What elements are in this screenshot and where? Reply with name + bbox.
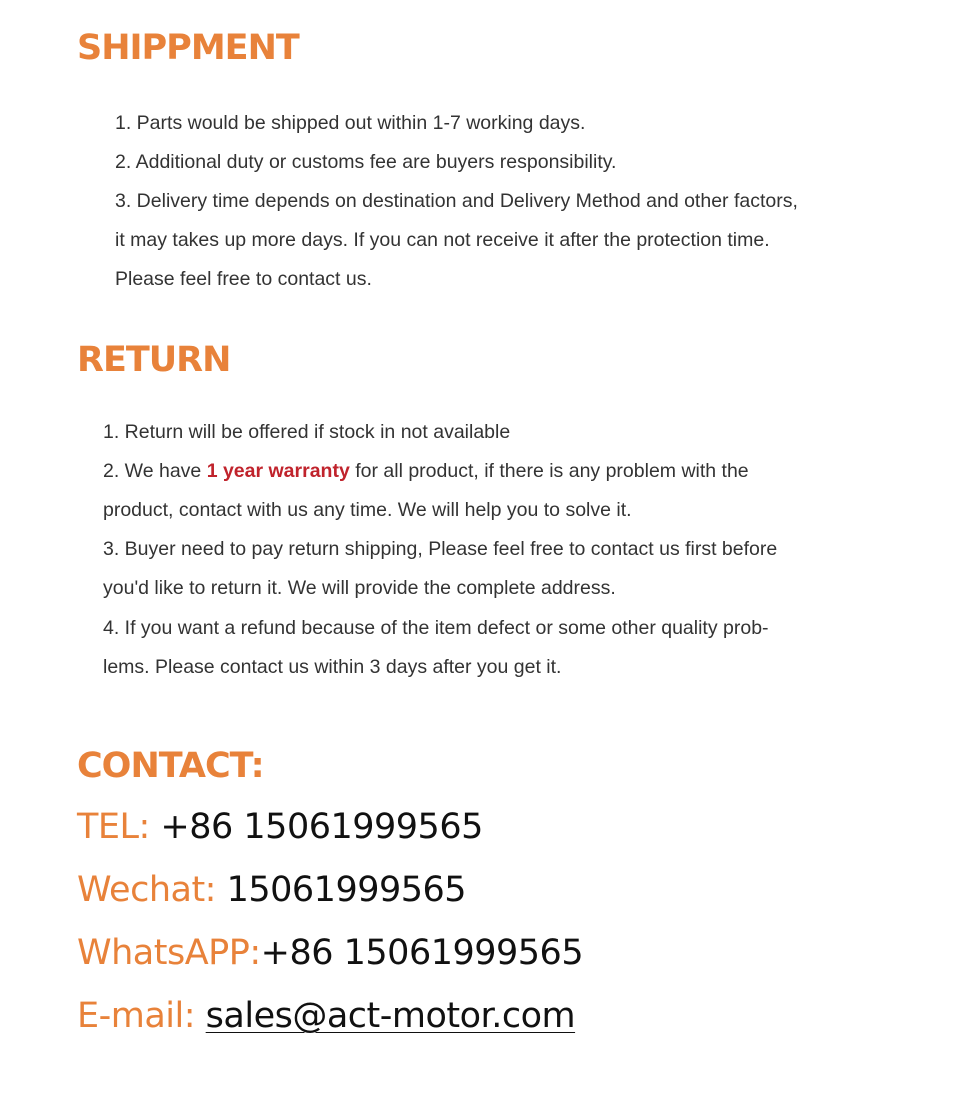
tel-label: TEL: (77, 807, 161, 847)
return-line-2-prefix: 2. We have (103, 460, 207, 482)
contact-tel (77, 806, 483, 848)
return-heading: RETURN (77, 340, 231, 380)
contact-wechat (77, 869, 466, 911)
return-line-1: 1. Return will be offered if stock in not available (103, 421, 511, 443)
email-label: E-mail: (77, 996, 206, 1036)
contact-email (77, 995, 575, 1037)
return-line-2 (103, 459, 749, 483)
tel-value: +86 15061999565 (160, 807, 483, 847)
warranty-highlight: 1 year warranty (206, 460, 350, 482)
shipment-line-2: 2. Additional duty or customs fee are buyers responsibility. (115, 151, 617, 173)
return-line-2-suffix: for all product, if there is any problem with the (349, 460, 749, 482)
email-link[interactable]: sales@act-motor.com (205, 996, 576, 1036)
whatsapp-value: +86 15061999565 (260, 933, 584, 973)
contact-whatsapp (77, 932, 583, 974)
wechat-label: Wechat: (77, 870, 227, 910)
shipment-line-1: 1. Parts would be shipped out within 1-7 working days. (115, 112, 586, 134)
shipment-line-3: 3. Delivery time depends on destination and Delivery Method and other factors, (115, 190, 798, 212)
return-line-6: 4. If you want a refund because of the item defect or some other quality prob- (103, 617, 769, 639)
return-line-4: 3. Buyer need to pay return shipping, Please feel free to contact us first before (103, 538, 778, 560)
return-line-7: lems. Please contact us within 3 days after you get it. (103, 656, 562, 678)
return-line-5: you'd like to return it. We will provide the complete address. (103, 577, 616, 599)
wechat-value: 15061999565 (226, 870, 467, 910)
shipment-line-5: Please feel free to contact us. (115, 268, 372, 290)
shipment-line-4: it may takes up more days. If you can not receive it after the protection time. (115, 229, 770, 251)
shipment-heading: SHIPPMENT (77, 28, 299, 68)
whatsapp-label: WhatsAPP: (77, 933, 261, 973)
return-line-3: product, contact with us any time. We will help you to solve it. (103, 499, 632, 521)
contact-heading: CONTACT: (77, 746, 264, 786)
